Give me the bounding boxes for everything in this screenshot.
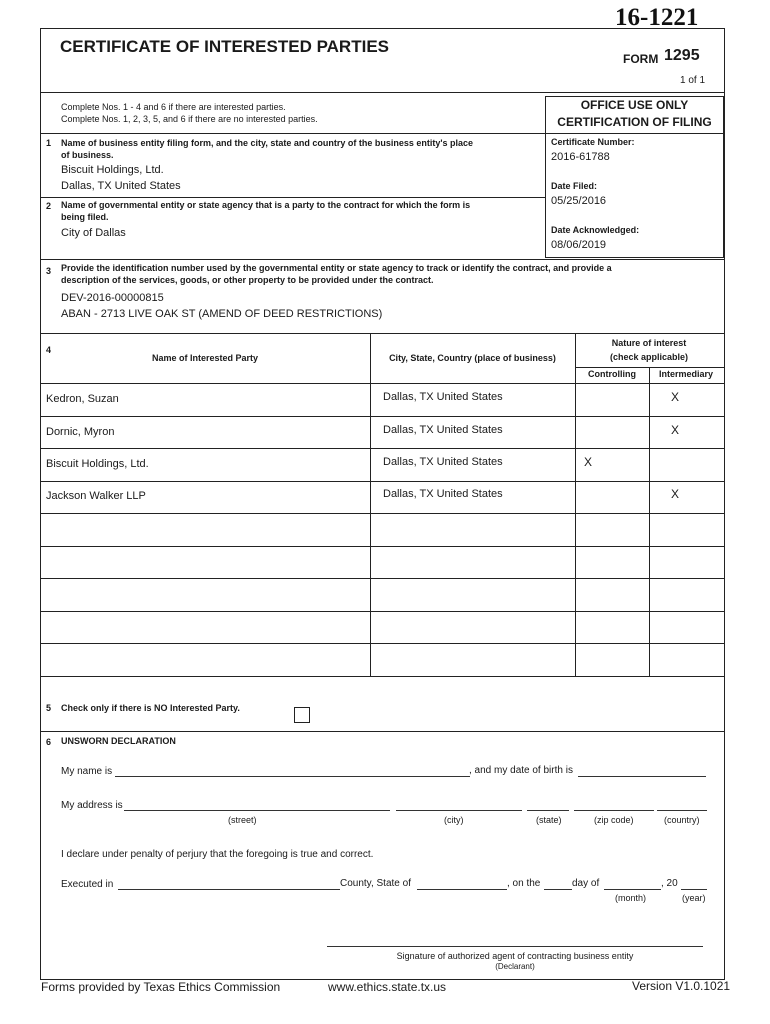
section-2-label-1: Name of governmental entity or state agency that is a party to the contract for which the form is [61, 200, 471, 210]
party-city: Dallas, TX United States [383, 488, 503, 500]
party-name: Kedron, Suzan [46, 393, 119, 405]
instructions-line-2: Complete Nos. 1, 2, 3, 5, and 6 if there are no interested parties. [61, 114, 318, 124]
sub-label-year: (year) [682, 893, 706, 903]
section-1-label-2: of business. [61, 150, 114, 160]
county-state-label: County, State of [340, 878, 411, 889]
on-the-label: , on the [507, 878, 541, 889]
section-2-divider [40, 259, 724, 260]
section-3-number: 3 [46, 266, 52, 276]
section-5-number: 5 [46, 703, 52, 713]
form-number: 1295 [664, 47, 700, 64]
footer-commission: Forms provided by Texas Ethics Commission [41, 980, 281, 994]
my-address-label: My address is [61, 800, 123, 811]
date-of-birth-field[interactable] [578, 776, 706, 777]
party-name: Jackson Walker LLP [46, 490, 146, 502]
section-1-label-1: Name of business entity filing form, and the city, state and country of the business entity's place [61, 138, 474, 148]
party-controlling-mark: X [583, 455, 592, 469]
month-field[interactable] [604, 889, 661, 890]
section-1-number: 1 [46, 138, 52, 148]
section-5-label: Check only if there is NO Interested Party. [61, 703, 240, 713]
executed-in-label: Executed in [61, 879, 114, 890]
section-5-divider [40, 731, 724, 732]
certification-title: CERTIFICATION OF FILING [557, 115, 712, 129]
day-field[interactable] [544, 889, 572, 890]
col-line-city-nature [575, 333, 576, 676]
zip-code-field[interactable] [574, 810, 654, 811]
perjury-declaration: I declare under penalty of perjury that the foregoing is true and correct. [61, 849, 374, 860]
sub-label-zip: (zip code) [594, 815, 634, 825]
year-prefix-label: , 20 [661, 878, 678, 889]
declarant-label: (Declarant) [495, 962, 535, 971]
name-field[interactable] [115, 776, 470, 777]
county-field[interactable] [118, 889, 340, 890]
date-acknowledged-label: Date Acknowledged: [551, 225, 640, 235]
col-header-controlling: Controlling [588, 369, 636, 379]
my-name-label: My name is [61, 766, 113, 777]
party-city: Dallas, TX United States [383, 424, 503, 436]
section-4-number: 4 [46, 345, 52, 355]
certificate-number-label: Certificate Number: [551, 137, 635, 147]
country-field[interactable] [657, 810, 707, 811]
signature-line[interactable] [327, 946, 703, 947]
table-header-bottom [40, 383, 724, 384]
section-3-label-2: description of the services, goods, or other property to be provided under the contract. [61, 275, 434, 285]
no-interested-party-checkbox[interactable] [294, 707, 310, 723]
party-city: Dallas, TX United States [383, 456, 503, 468]
col-header-name: Name of Interested Party [151, 353, 259, 363]
sub-label-month: (month) [615, 893, 647, 903]
footer-version: Version V1.0.1021 [632, 979, 731, 993]
form-title: CERTIFICATE OF INTERESTED PARTIES [60, 37, 389, 56]
footer-website[interactable]: www.ethics.state.tx.us [328, 980, 447, 994]
table-row-line [40, 546, 724, 547]
instructions-line-1: Complete Nos. 1 - 4 and 6 if there are interested parties. [61, 102, 286, 112]
col-header-city: City, State, Country (place of business) [389, 353, 556, 363]
col-line-controlling-intermediary [649, 383, 650, 676]
sub-label-state: (state) [536, 815, 562, 825]
table-row-line [40, 481, 724, 482]
party-name: Biscuit Holdings, Ltd. [46, 458, 149, 470]
party-intermediary-mark: X [670, 423, 679, 437]
party-city: Dallas, TX United States [383, 391, 503, 403]
instructions-divider [40, 133, 545, 134]
signature-label: Signature of authorized agent of contracting business entity [396, 951, 634, 961]
table-row-line [40, 448, 724, 449]
section-3-label-1: Provide the identification number used by the governmental entity or state agency to track or identify the contract, and provide a [61, 263, 612, 273]
office-divider [545, 133, 723, 134]
file-number: 16-1221 [615, 4, 699, 31]
party-intermediary-mark: X [670, 390, 679, 404]
city-field[interactable] [396, 810, 522, 811]
table-row-line [40, 578, 724, 579]
section-3-description: ABAN - 2713 LIVE OAK ST (AMEND OF DEED RESTRICTIONS) [61, 308, 383, 320]
col-header-check-applicable: (check applicable) [609, 352, 689, 362]
office-use-title: OFFICE USE ONLY [580, 98, 689, 112]
street-field[interactable] [124, 810, 390, 811]
party-name: Dornic, Myron [46, 426, 115, 438]
date-acknowledged-value: 08/06/2019 [551, 239, 607, 251]
nature-subheader-divider [649, 367, 650, 383]
table-bottom-line [40, 676, 724, 677]
sub-label-country: (country) [664, 815, 700, 825]
table-row-line [40, 611, 724, 612]
section-1-entity-location: Dallas, TX United States [61, 180, 181, 192]
col-header-nature: Nature of interest [611, 338, 687, 348]
certificate-number-value: 2016-61788 [551, 151, 610, 163]
day-of-label: day of [572, 878, 600, 889]
page-count: 1 of 1 [680, 75, 706, 86]
section-2-agency: City of Dallas [61, 227, 126, 239]
date-filed-label: Date Filed: [551, 181, 598, 191]
table-row-line [40, 513, 724, 514]
sub-label-city: (city) [444, 815, 464, 825]
date-of-birth-label: , and my date of birth is [469, 765, 573, 776]
col-header-intermediary: Intermediary [658, 369, 714, 379]
section-1-entity-name: Biscuit Holdings, Ltd. [61, 164, 164, 176]
section-3-divider [40, 333, 724, 334]
table-row-line [40, 416, 724, 417]
section-2-number: 2 [46, 201, 52, 211]
col-line-name-city [370, 333, 371, 676]
header-divider [40, 92, 724, 93]
table-row-line [40, 643, 724, 644]
section-3-contract-id: DEV-2016-00000815 [61, 292, 164, 304]
section-6-number: 6 [46, 737, 52, 747]
section-2-label-2: being filed. [61, 212, 109, 222]
party-intermediary-mark: X [670, 487, 679, 501]
year-field[interactable] [681, 889, 707, 890]
state-of-field[interactable] [417, 889, 507, 890]
state-field[interactable] [527, 810, 569, 811]
form-label: FORM [623, 52, 659, 66]
section-1-divider [40, 197, 545, 198]
sub-label-street: (street) [228, 815, 257, 825]
date-filed-value: 05/25/2016 [551, 195, 607, 207]
section-6-title: UNSWORN DECLARATION [61, 736, 176, 746]
